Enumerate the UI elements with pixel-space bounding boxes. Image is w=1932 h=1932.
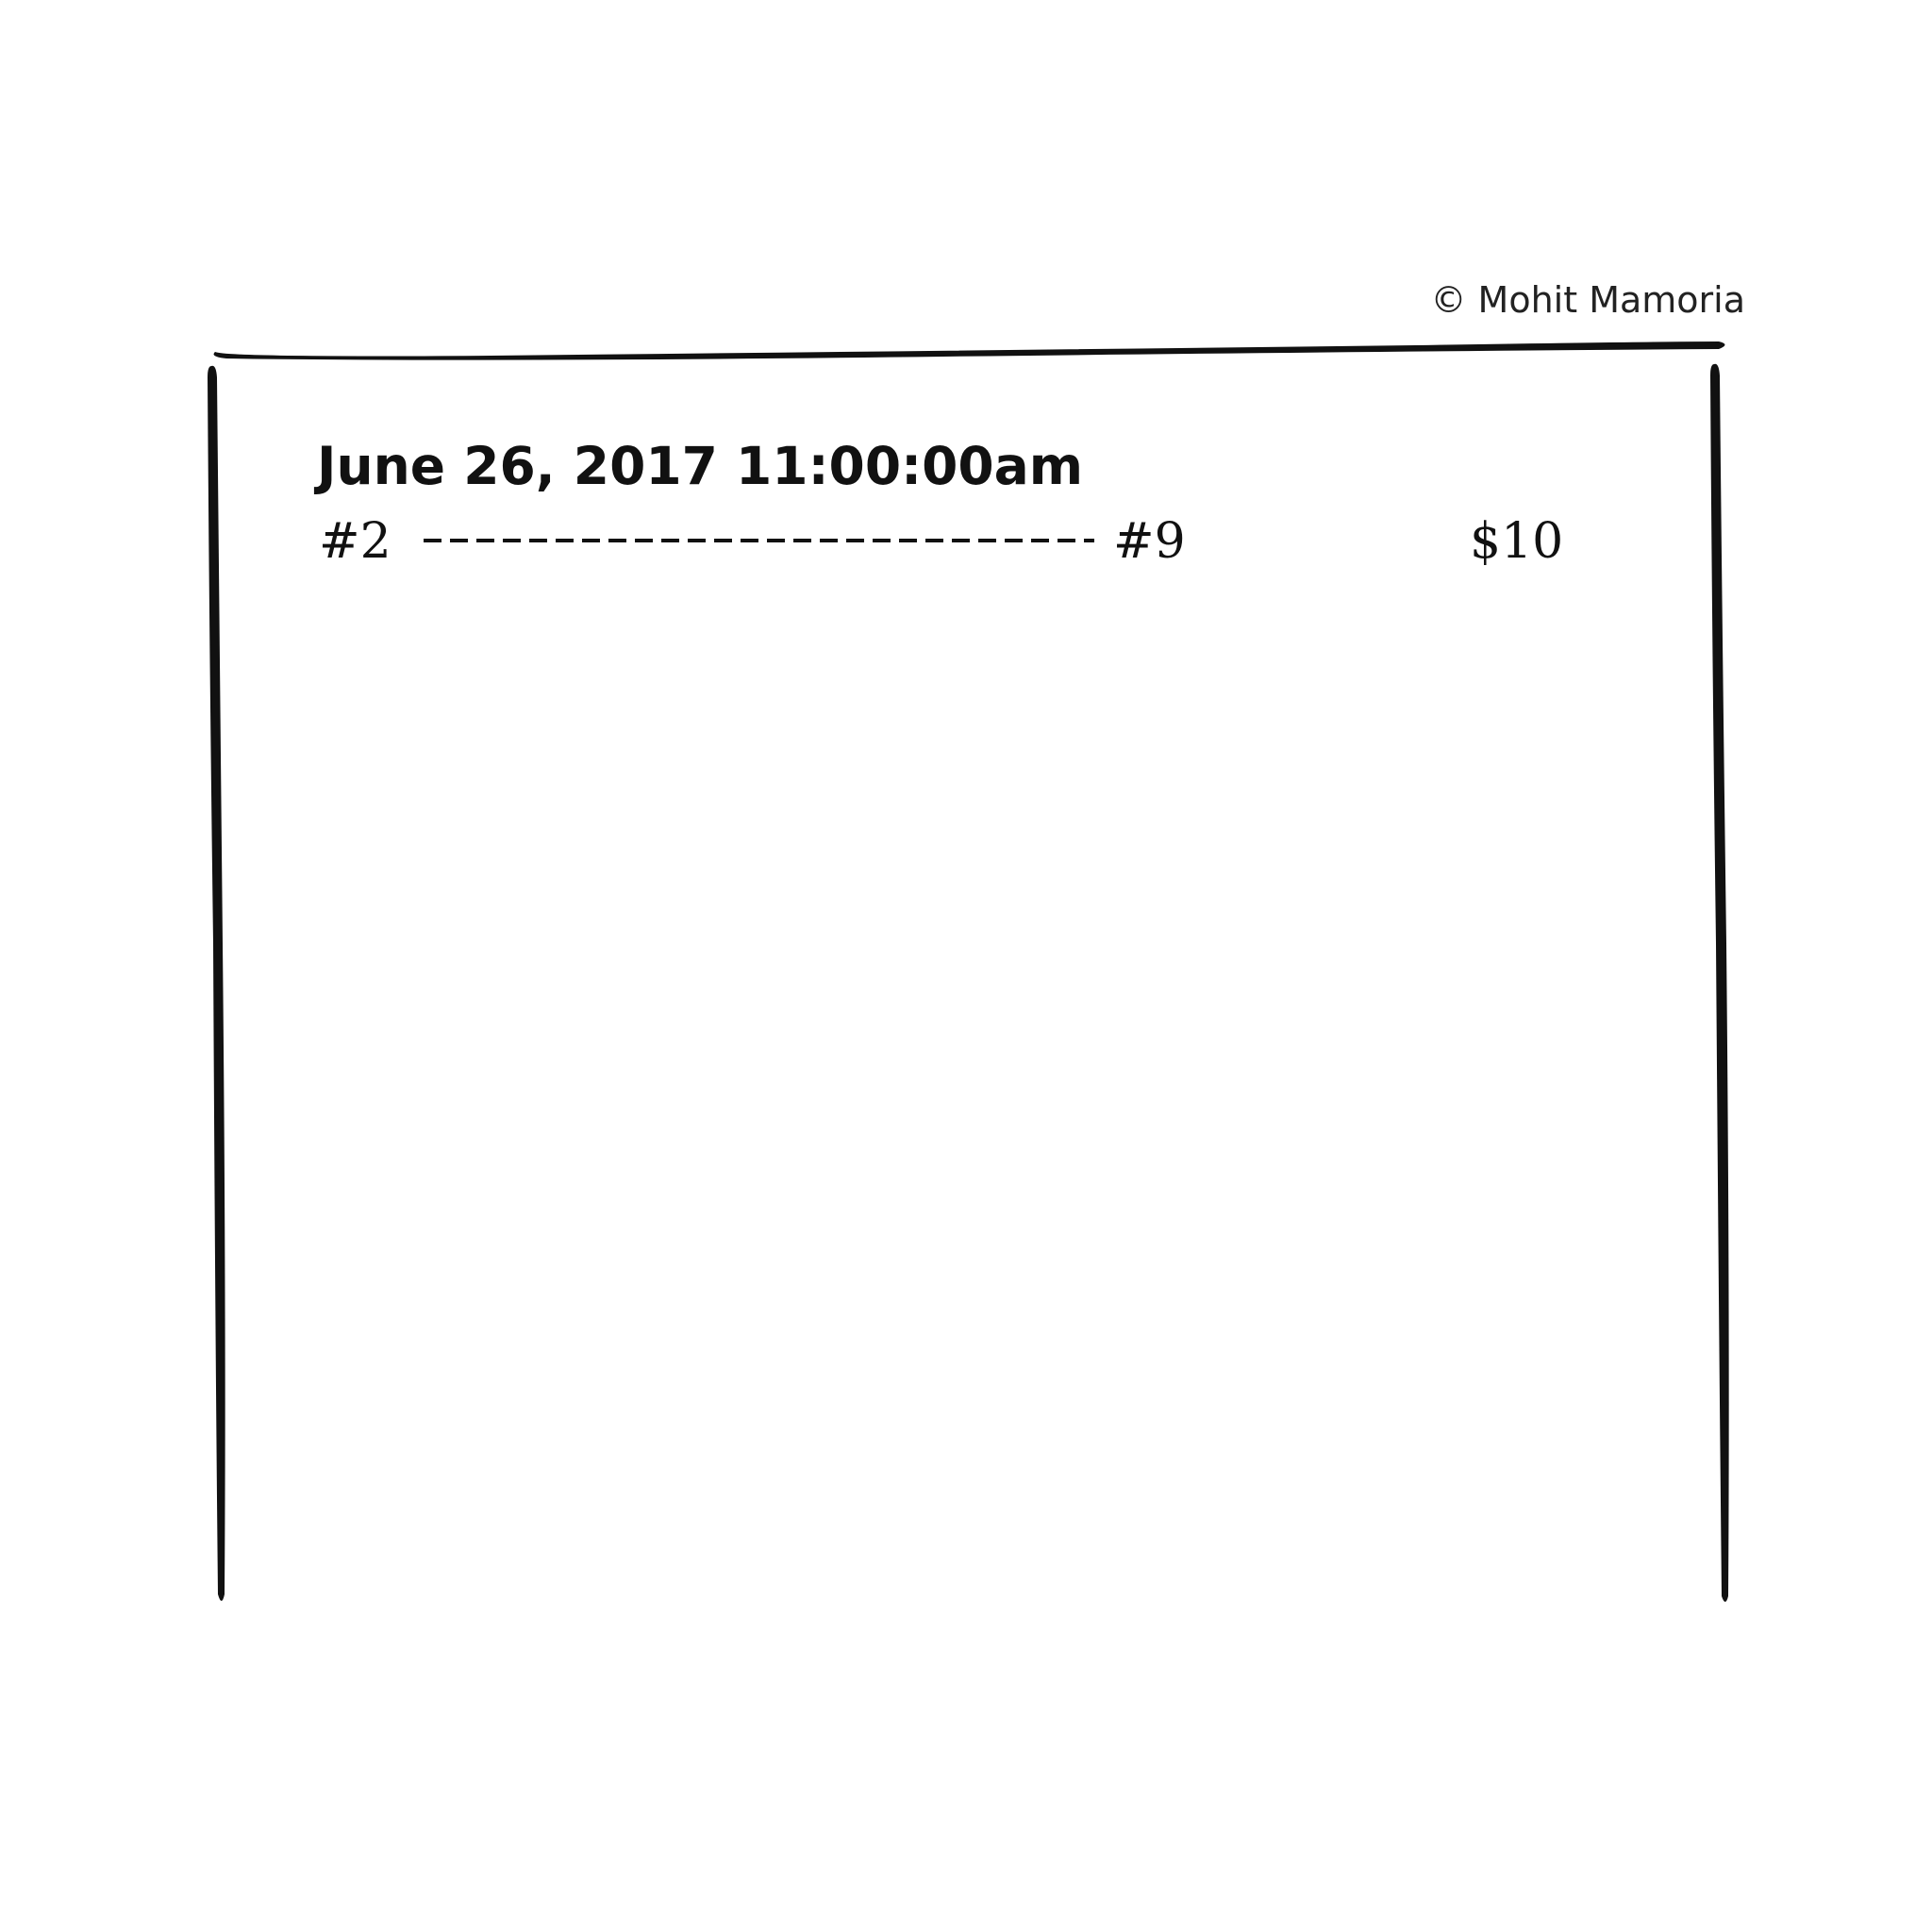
frame-right-stroke (1710, 364, 1729, 1602)
copyright-text: © Mohit Mamoria (1430, 279, 1745, 321)
frame-top-stroke (214, 341, 1725, 360)
transaction-amount: $10 (1470, 513, 1564, 570)
transaction-to: #9 (1113, 513, 1186, 570)
frame-left-stroke (208, 366, 225, 1601)
transaction-from: #2 (319, 513, 391, 570)
transaction-timestamp: June 26, 2017 11:00:00am (317, 436, 1084, 496)
